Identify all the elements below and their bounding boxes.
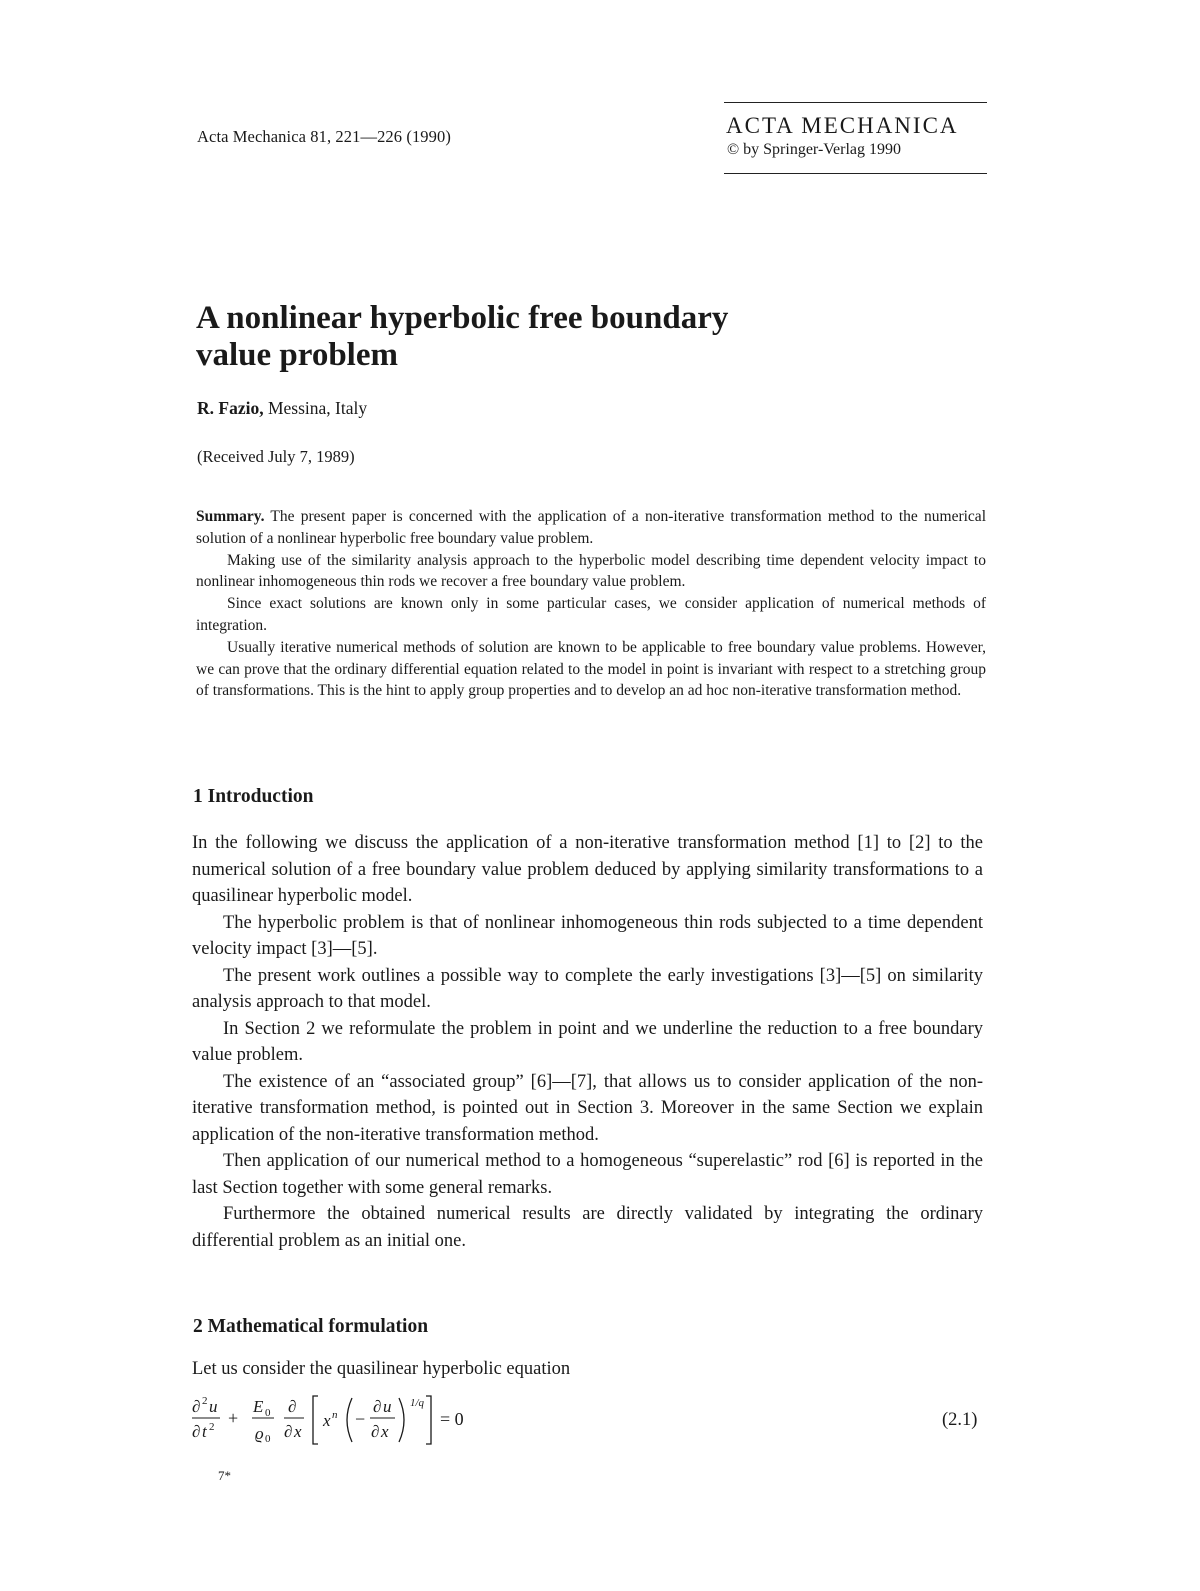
summary-block bbox=[196, 506, 986, 702]
summary-paragraph: Summary. The present paper is concerned with the application of a non-iterative transformation method to the numerical solution of a nonlinear hyperbolic free boundary value problem. bbox=[196, 508, 986, 547]
paper-title bbox=[196, 300, 896, 374]
received-date: (Received July 7, 1989) bbox=[197, 447, 355, 466]
eq-d: ∂ bbox=[284, 1422, 293, 1441]
eq-zero: 0 bbox=[265, 1407, 271, 1419]
summary-paragraph: Usually iterative numerical methods of solution are known to be applicable to free boundary value problems. However, we can prove that the ordinary differential equation related to the model in point is invariant with respect to a stretching group of transformations. This is the hint to apply group properties and to develop an ad hoc non-iterative transformation method. bbox=[196, 638, 986, 700]
summary-label: Summary. bbox=[196, 508, 265, 525]
author-name: R. Fazio, bbox=[197, 398, 264, 418]
eq-rho: ϱ bbox=[255, 1424, 264, 1443]
body-paragraph: Furthermore the obtained numerical results are directly validated by integrating the ordinary differential problem as an initial one. bbox=[192, 1204, 983, 1251]
title-line-1: A nonlinear hyperbolic free boundary bbox=[196, 300, 729, 336]
eq-zero: 0 bbox=[265, 1433, 271, 1445]
eq-plus: + bbox=[228, 1408, 239, 1428]
eq-equals-zero: = 0 bbox=[440, 1409, 464, 1429]
eq-d: ∂ bbox=[192, 1397, 201, 1416]
eq-d: ∂ bbox=[288, 1397, 297, 1416]
eq-E: E bbox=[253, 1397, 264, 1416]
eq-x: x bbox=[294, 1422, 302, 1441]
eq-d: ∂ bbox=[371, 1422, 380, 1441]
author-affiliation: Messina, Italy bbox=[263, 398, 368, 418]
body-paragraph: Then application of our numerical method to a homogeneous “superelastic” rod [6] is reported in the last Section together with some general remarks. bbox=[192, 1151, 983, 1198]
equation-2-1 bbox=[190, 1394, 510, 1454]
summary-paragraph: Since exact solutions are known only in some particular cases, we consider application of numerical methods of integration. bbox=[196, 595, 986, 634]
eq-x: x bbox=[323, 1411, 331, 1430]
eq-d: ∂ bbox=[373, 1397, 382, 1416]
author-line bbox=[197, 398, 367, 419]
eq-n: n bbox=[332, 1409, 338, 1421]
eq-sq: 2 bbox=[202, 1395, 208, 1407]
body-paragraph: The hyperbolic problem is that of nonlinear inhomogeneous thin rods subjected to a time dependent velocity impact [3]—[5]. bbox=[192, 912, 983, 959]
section-heading-introduction: 1 Introduction bbox=[193, 786, 314, 807]
journal-masthead bbox=[724, 102, 987, 174]
eq-u: u bbox=[209, 1397, 218, 1416]
body-paragraph: In the following we discuss the application of a non-iterative transformation method [1] to [2] to the numerical solution of a free boundary value problem deduced by applying similarity transformations to a quasilinear hyperbolic model. bbox=[192, 833, 983, 906]
eq-d: ∂ bbox=[192, 1422, 201, 1441]
summary-paragraph: Making use of the similarity analysis approach to the hyperbolic model describing time dependent velocity impact to nonlinear inhomogeneous thin rods we recover a free boundary value problem. bbox=[196, 551, 986, 591]
introduction-body bbox=[192, 830, 983, 1254]
body-paragraph: The present work outlines a possible way to complete the early investigations [3]—[5] on similarity analysis approach to that model. bbox=[192, 965, 983, 1012]
eq-exponent: 1/q bbox=[410, 1397, 425, 1409]
journal-name: ACTA MECHANICA bbox=[726, 113, 959, 138]
copyright-line: © by Springer-Verlag 1990 bbox=[727, 141, 902, 158]
title-line-2: value problem bbox=[196, 337, 398, 373]
eq-sq: 2 bbox=[209, 1421, 215, 1433]
section-heading-mathematical-formulation: 2 Mathematical formulation bbox=[193, 1316, 429, 1337]
signature-mark: 7* bbox=[218, 1468, 231, 1483]
journal-citation: Acta Mechanica 81, 221—226 (1990) bbox=[197, 127, 451, 146]
body-paragraph: The existence of an “associated group” [6]—[7], that allows us to consider application of the non-iterative transformation method, is pointed out in Section 3. Moreover in the same Section we explain application of the non-iterative transformation method. bbox=[192, 1071, 983, 1145]
eq-t: t bbox=[202, 1422, 207, 1441]
eq-u: u bbox=[383, 1397, 392, 1416]
eq-minus: − bbox=[355, 1409, 366, 1429]
body-paragraph: In Section 2 we reformulate the problem in point and we underline the reduction to a free boundary value problem. bbox=[192, 1018, 983, 1065]
equation-number: (2.1) bbox=[942, 1410, 978, 1430]
equation-lead-text: Let us consider the quasilinear hyperbolic equation bbox=[192, 1359, 571, 1379]
eq-x: x bbox=[381, 1422, 389, 1441]
